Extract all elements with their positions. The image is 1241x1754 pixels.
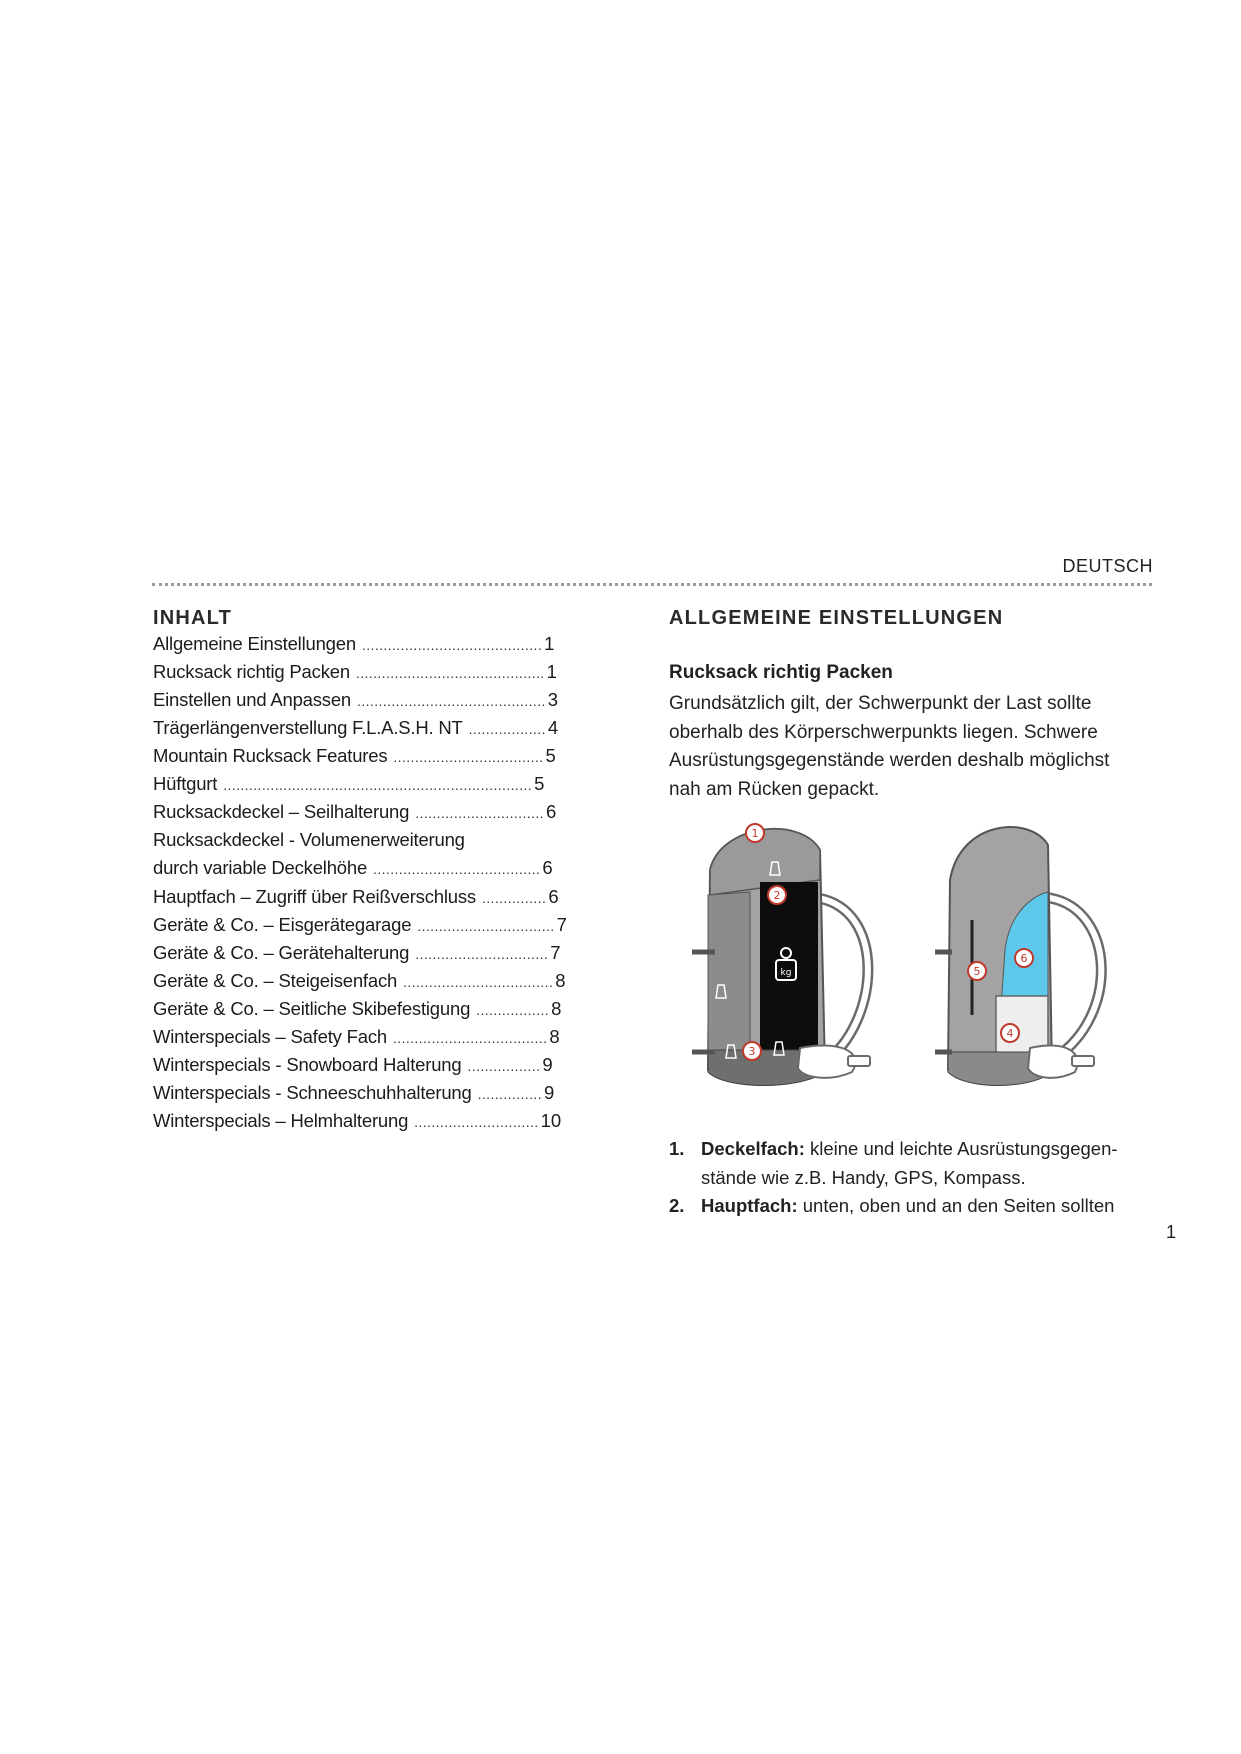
toc-entry-label: Rucksackdeckel – Seilhalterung [153, 801, 410, 822]
toc-entry-label: Geräte & Co. – Seitliche Skibefestigung [153, 998, 471, 1019]
toc-entry-page: 5 [534, 773, 545, 794]
list-item-text: kleine und leichte Ausrüstungsgegenstände wie z.B. Handy, GPS, Kompass. [701, 1138, 1118, 1188]
compartment-list [669, 1135, 1139, 1221]
toc-leader-dots: ............... [481, 890, 547, 906]
toc-entry[interactable] [153, 911, 583, 939]
toc-entry[interactable] [153, 1051, 583, 1079]
toc-entry-page: 10 [540, 1110, 562, 1131]
toc-entry-label: durch variable Deckelhöhe [153, 857, 368, 878]
toc-entry-label: Geräte & Co. – Eisgerätegarage [153, 914, 412, 935]
toc-entry[interactable] [153, 883, 583, 911]
toc-entry-label: Rucksack richtig Packen [153, 661, 350, 682]
svg-text:2: 2 [773, 889, 781, 902]
toc-entry[interactable] [153, 939, 583, 967]
toc-entry-label-line1: Rucksackdeckel - Volumenerweiterung [153, 829, 465, 850]
page-number: 1 [1166, 1222, 1177, 1242]
toc-entry-page: 8 [555, 970, 566, 991]
toc-entry-label: Mountain Rucksack Features [153, 745, 388, 766]
toc-entry[interactable] [153, 1107, 583, 1135]
toc-entry-label: Winterspecials – Safety Fach [153, 1026, 387, 1047]
toc-entry-page: 1 [546, 661, 557, 682]
toc-leader-dots: ....................................... [373, 861, 541, 877]
toc-entry-label: Hüftgurt [153, 773, 218, 794]
toc-leader-dots: ........................................................................ [223, 777, 533, 793]
list-item-number: 1. [669, 1138, 685, 1159]
toc-leader-dots: ............................... [415, 946, 549, 962]
toc-leader-dots: .............................. [415, 805, 544, 821]
marker-6 [1015, 949, 1033, 967]
marker-3 [743, 1042, 761, 1060]
toc-entry-page: 6 [542, 857, 553, 878]
svg-text:5: 5 [973, 965, 981, 978]
list-item [669, 1135, 1139, 1192]
toc-entry[interactable] [153, 742, 583, 770]
toc-entry-page: 3 [547, 689, 559, 710]
toc-leader-dots: ................................... [403, 974, 554, 990]
toc-leader-dots: ................................... [393, 749, 544, 765]
backpack-illustration [680, 800, 1140, 1120]
toc-entry-label: Einstellen und Anpassen [153, 689, 352, 710]
toc-entry-page: 5 [545, 745, 556, 766]
toc-entry[interactable] [153, 1023, 583, 1051]
list-item-number: 2. [669, 1195, 685, 1216]
toc-leader-dots: ............................. [414, 1114, 539, 1130]
toc-entry-page: 4 [547, 717, 559, 738]
backpack-left-side-panel [708, 892, 750, 1070]
toc-leader-dots: ................. [476, 1002, 550, 1018]
toc-entry-label: Trägerlängenverstellung F.L.A.S.H. NT [153, 717, 463, 738]
toc-leader-dots: .......................................... [361, 637, 543, 653]
toc-leader-dots: ................................ [417, 918, 555, 934]
toc-leader-dots: ............... [477, 1086, 542, 1102]
toc-entry[interactable] [153, 967, 583, 995]
toc-entry-page: 6 [545, 801, 557, 822]
toc-entry-page: 6 [548, 886, 559, 907]
svg-text:6: 6 [1020, 952, 1028, 965]
toc-entry-page: 8 [549, 1026, 560, 1047]
toc-leader-dots: ............................................ [355, 665, 545, 681]
toc-entry-label: Geräte & Co. – Steigeisenfach [153, 970, 398, 991]
toc-entry[interactable] [153, 658, 583, 686]
toc-entry-page: 1 [544, 633, 555, 654]
toc-list [153, 630, 583, 1135]
toc-entry-label: Allgemeine Einstellungen [153, 633, 356, 654]
svg-text:4: 4 [1006, 1027, 1014, 1040]
list-item-term: Deckelfach: [701, 1138, 805, 1159]
toc-entry[interactable] [153, 714, 583, 742]
toc-entry[interactable] [153, 686, 583, 714]
marker-4 [1001, 1024, 1019, 1042]
toc-entry[interactable] [153, 1079, 583, 1107]
toc-entry-label: Winterspecials - Snowboard Halterung [153, 1054, 462, 1075]
hip-belt-buckle-left [848, 1056, 870, 1066]
language-label: DEUTSCH [1062, 556, 1153, 576]
toc-entry-page: 8 [551, 998, 562, 1019]
toc-entry-label: Winterspecials – Helmhalterung [153, 1110, 409, 1131]
toc-leader-dots: ................. [467, 1058, 541, 1074]
toc-entry-label: Hauptfach – Zugriff über Reißverschluss [153, 886, 476, 907]
hip-belt-right [1028, 1045, 1078, 1077]
section-subheading: Rucksack richtig Packen [669, 662, 893, 683]
shoulder-strap-left [818, 898, 868, 1058]
marker-2 [768, 886, 786, 904]
dotted-rule [152, 583, 1152, 586]
toc-heading: INHALT [153, 607, 233, 629]
svg-text:1: 1 [751, 827, 759, 840]
list-item-term: Hauptfach: [701, 1195, 798, 1216]
toc-entry-page: 9 [542, 1054, 553, 1075]
section-paragraph: Grundsätzlich gilt, der Schwerpunkt der Last sollte oberhalb des Körperschwerpunkts liegen. Schwere Ausrüstungsgegenstände werden deshalb möglichst nah am Rücken gepackt. [669, 693, 1110, 800]
list-item [669, 1192, 1139, 1221]
backpack-right [935, 827, 1101, 1085]
hip-belt-left [798, 1045, 855, 1077]
weight-label: kg [780, 968, 792, 978]
toc-leader-dots: .................................... [392, 1030, 548, 1046]
backpack-packing-figure [680, 800, 1140, 1120]
svg-text:3: 3 [748, 1045, 756, 1058]
marker-1 [746, 824, 764, 842]
toc-entry[interactable] [153, 995, 583, 1023]
list-item-text: unten, oben und an den Seiten sollten [797, 1195, 1115, 1216]
toc-entry-page: 7 [556, 914, 567, 935]
toc-leader-dots: .................. [468, 721, 546, 737]
toc-entry-multiline[interactable] [153, 826, 583, 883]
backpack-left [692, 824, 870, 1086]
shoulder-strap-right [1050, 898, 1101, 1058]
section-heading: ALLGEMEINE EINSTELLUNGEN [669, 607, 1004, 629]
toc-entry-page: 9 [543, 1082, 555, 1103]
toc-entry[interactable] [153, 630, 583, 658]
hip-belt-buckle-right [1072, 1056, 1094, 1066]
toc-entry[interactable] [153, 770, 583, 798]
toc-entry-label: Winterspecials - Schneeschuhhalterung [153, 1082, 472, 1103]
toc-entry-page: 7 [550, 942, 561, 963]
toc-entry-label: Geräte & Co. – Gerätehalterung [153, 942, 410, 963]
toc-entry[interactable] [153, 798, 583, 826]
marker-5 [968, 962, 986, 980]
toc-leader-dots: ............................................ [357, 693, 546, 709]
